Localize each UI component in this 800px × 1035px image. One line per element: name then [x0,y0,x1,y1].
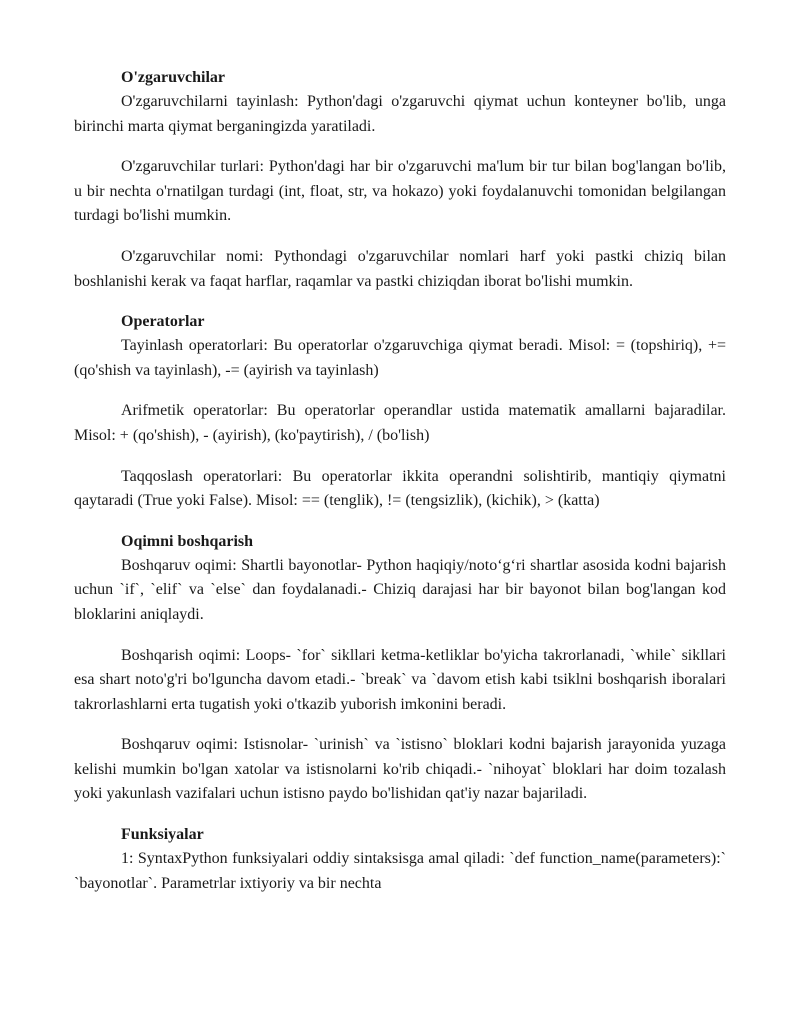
paragraph: O'zgaruvchilar nomi: Pythondagi o'zgaruvchilar nomlari harf yoki pastki chiziq bilan boshlanishi kerak va faqat harflar, raqamlar va pastki chiziqdan iborat bo'lishi mumkin. [74,247,726,290]
paragraph: O'zgaruvchilar turlari: Python'dagi har bir o'zgaruvchi ma'lum bir tur bilan bog'langan bo'lib, u bir nechta o'rnatilgan turdagi (int, float, str, va hokazo) yoki foydalanuvchi tomonidan belgilangan turdagi bo'lishi mumkin. [74,158,726,225]
section-variables [74,66,726,294]
section-heading: O'zgaruvchilar [121,69,225,86]
section-heading: Operatorlar [121,313,205,331]
paragraph: Boshqaruv oqimi: Istisnolar- `urinish` va `istisno` bloklari kodni bajarish jarayonida yuzaga kelishi mumkin bo'lgan xatolar va istisnolarni ko'rib chiqadi.- `nihoyat` bloklari har doim tozalash yoki yakunlash vazifalari uchun istisno paydo bo'lishidan qat'iy nazar bajariladi. [74,736,726,803]
paragraph: Boshqarish oqimi: Loops- `for` sikllari ketma-ketliklar bo'yicha takrorlanadi, `while` sikllari esa shart noto'g'ri bo'lguncha davom etadi.- `break` va `davom etish kabi tsiklni boshqarish iboralari takrorlashlarni erta tugatish yoki o'tkazib yuborish imkonini beradi. [74,646,726,713]
paragraph: Tayinlash operatorlari: Bu operatorlar o'zgaruvchiga qiymat beradi. Misol: = (topshiriq), += (qo'shish va tayinlash), -= (ayirish va tayinlash) [74,337,726,379]
section-heading: Funksiyalar [121,826,204,844]
paragraph: 1: SyntaxPython funksiyalari oddiy sintaksisga amal qiladi: `def function_name(parameters):` `bayonotlar`. Parametrlar ixtiyoriy va bir nechta [74,850,726,892]
section-control-flow [74,530,726,807]
paragraph: Taqqoslash operatorlari: Bu operatorlar ikkita operandni solishtirib, mantiqiy qiymatni qaytaradi (True yoki False). Misol: == (tenglik), != (tengsizlik), (kichik), > (katta) [74,467,726,510]
paragraph: Boshqaruv oqimi: Shartli bayonotlar- Python haqiqiy/noto‘g‘ri shartlar asosida kodni bajarish uchun `if`, `elif` va `else` dan foydalanadi.- Chiziq darajasi har bir bayonot bilan bog'langan kod bloklarini aniqlaydi. [74,556,726,623]
section-operators [74,310,726,514]
paragraph: Arifmetik operatorlar: Bu operatorlar operandlar ustida matematik amallarni bajaradilar. Misol: + (qo'shish), - (ayirish), (ko'paytirish), / (bo'lish) [74,402,726,444]
section-heading: Oqimni boshqarish [121,532,254,550]
paragraph: O'zgaruvchilarni tayinlash: Python'dagi o'zgaruvchi qiymat uchun konteyner bo'lib, unga birinchi marta qiymat berganingizda yaratiladi. [74,93,726,135]
section-functions [74,823,726,896]
